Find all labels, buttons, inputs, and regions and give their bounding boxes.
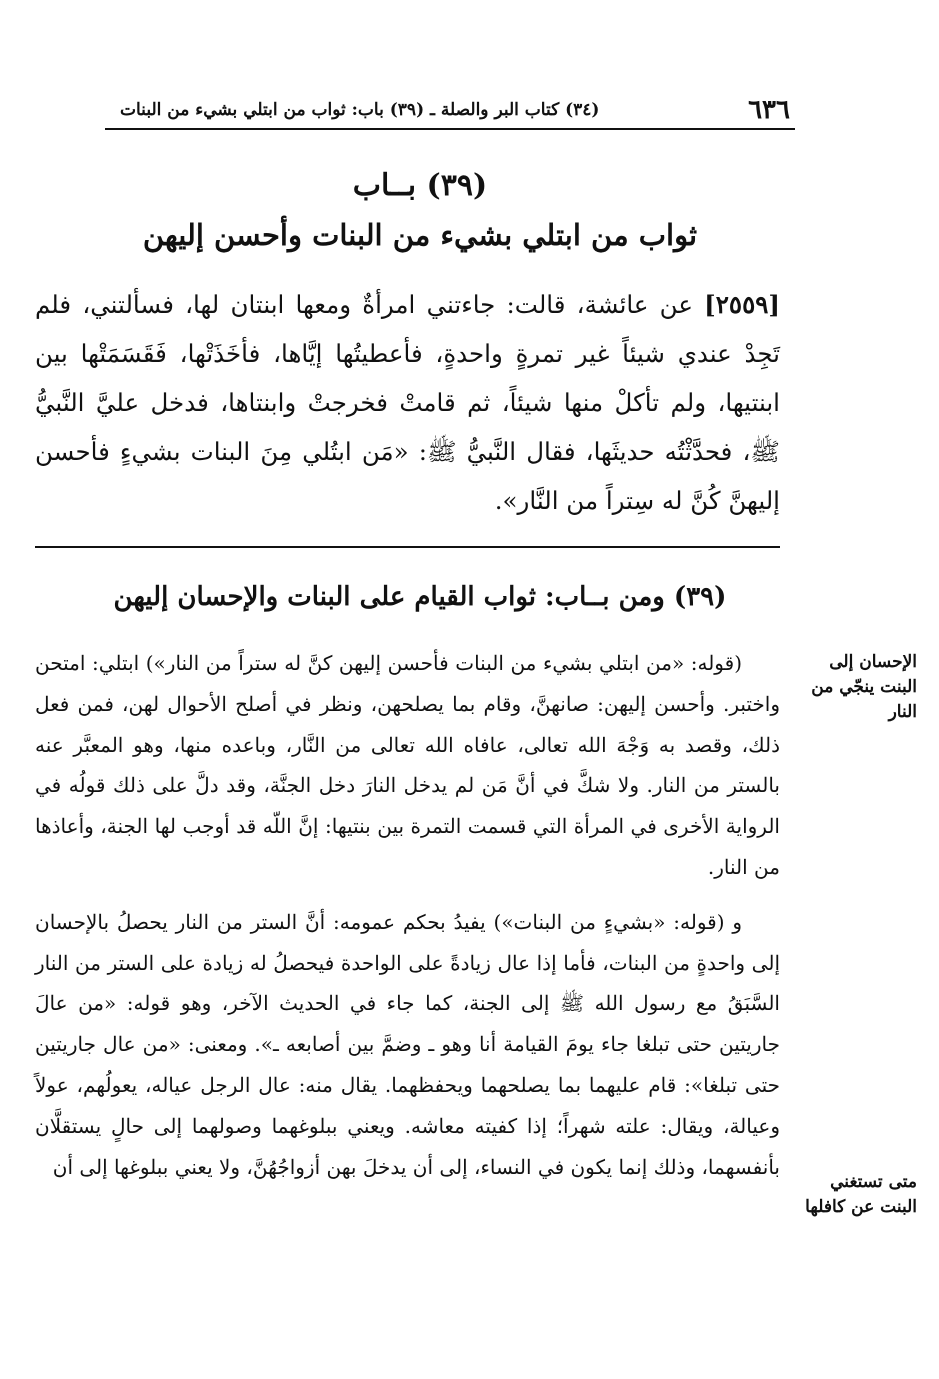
hadith-text-block: [35, 280, 780, 525]
commentary-heading: (٣٩) ومن بــاب: ثواب القيام على البنات والإحسان إليهن: [113, 582, 727, 612]
header-divider: [105, 128, 795, 130]
chapter-number: (٣٩) بــاب: [352, 168, 488, 203]
hadith-number: [٢٥٥٩]: [704, 290, 780, 319]
section-divider: [35, 546, 780, 548]
chapter-title: ثواب من ابتلي بشيء من البنات وأحسن إليهن: [142, 218, 698, 252]
commentary-paragraph: (قوله: «من ابتلي بشيء من البنات فأحسن إليهن كنَّ له ستراً من النار») ابتلي: امتحن واختبر. وأحسن إليهن: صانهنَّ، وقام بما يصلحهن، ونظر في أصلح الأحوال لهن، فمن فعل ذلك، وقصد به وَجْهَ الله تعالى، عافاه الله تعالى من النَّار، وباعده منها، وهو المعبَّر عنه بالستر من النار. ولا شكَّ في أنَّ مَن لم يدخل النارَ دخل الجنَّة، وقد دلَّ على ذلك قولُه في الرواية الأخرى في المرأة التي قسمت التمرة بين بنتيها: إنَّ اللّه قد أوجب لها الجنة، وأعاذها من النار.: [35, 651, 780, 879]
margin-note: متى تستغني البنت عن كافلها: [805, 1172, 917, 1217]
hadith-text: عن عائشة، قالت: جاءتني امرأةٌ ومعها ابنتان لها، فسألتني، فلم تَجِدْ عندي شيئاً غير تمرةٍ واحدةٍ، فأعطيتُها إيَّاها، فأخَذَتْها، فَقَسَمَتْها بين ابنتيها، ولم تأكلْ منها شيئاً، ثم قامتْ فخرجتْ وابنتاها، فدخل عليَّ النَّبيُّ ﷺ، فحدَّثْتُه حديثَها، فقال النَّبيُّ ﷺ: «مَن ابتُلي مِنَ البنات بشيءٍ فأحسن إليهنَّ كُنَّ له سِتراً من النَّار».: [35, 290, 780, 515]
margin-note: الإحسان إلى البنت ينجّي من النار: [811, 652, 917, 722]
commentary-body: [35, 643, 780, 1201]
commentary-paragraph: و (قوله: «بشيءٍ من البنات») يفيدُ بحكم عمومه: أنَّ الستر من النار يحصلُ بالإحسان إلى واحدةٍ من البنات، فأما إذا عال زيادةً على الواحدة فيحصلُ له زيادة على الستر من النار السَّبَقُ مع رسول الله ﷺ إلى الجنة، كما جاء في الحديث الآخر، وهو قوله: «من عالَ جاريتين حتى تبلغا جاء يومَ القيامة أنا وهو ـ وضمَّ بين أصابعه ـ». ومعنى: «من عال جاريتين حتى تبلغا»: قام عليهما بما يصلحهما ويحفظهما. يقال منه: عال الرجل عياله، يعولُهم، عولاً وعيالة، ويقال: علته شهراً؛ إذا كفيته معاشه. ويعني ببلوغهما وصولهما إلى حالٍ يستقلَّان بأنفسهما، وذلك إنما يكون في النساء، إلى أن يدخلَ بهن أزواجُهُنَّ، ولا يعني ببلوغها إلى أن: [35, 909, 780, 1179]
page-number: ٦٣٦: [748, 95, 790, 125]
running-header: [120, 90, 790, 130]
running-header-title: (٣٤) كتاب البر والصلة ـ (٣٩) باب: ثواب من ابتلي بشيء من البنات: [120, 100, 600, 120]
chapter-heading: [60, 162, 780, 260]
